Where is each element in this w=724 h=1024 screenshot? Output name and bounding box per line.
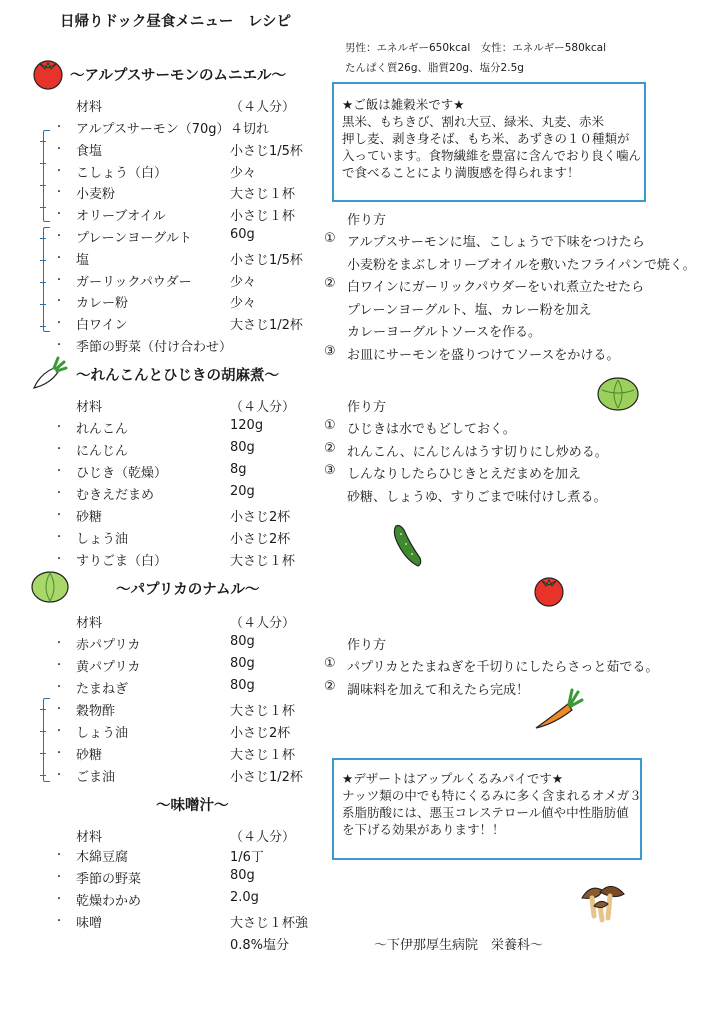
bullet: ・ <box>54 444 64 455</box>
miso-salt-note: 0.8%塩分 <box>230 938 290 953</box>
ingredient-quantity: 小さじ2杯 <box>230 726 291 741</box>
bullet: ・ <box>54 466 64 477</box>
bullet: ・ <box>54 422 64 433</box>
tomato-icon <box>532 574 566 608</box>
ingredient-name: アルプスサーモン（70g） <box>76 122 230 137</box>
step-number: ② <box>324 679 336 694</box>
note-line: を下げる効果があります！！ <box>342 822 505 837</box>
namul-ingredients-label: 材料 <box>76 616 103 631</box>
salmon-servings: （４人分） <box>230 100 296 115</box>
page-title: 日帰りドック昼食メニュー レシピ <box>60 14 292 30</box>
step-text: 白ワインにガーリックパウダーをいれ煮立たせたら <box>347 280 645 295</box>
miso-servings: （４人分） <box>230 830 296 845</box>
step-text: しんなりしたらひじきとえだまめを加え <box>347 467 582 482</box>
bullet: ・ <box>54 682 64 693</box>
note-line: 入っています。食物繊維を豊富に含んでおり良く噛ん <box>342 148 642 163</box>
ingredient-quantity: 1/6丁 <box>230 850 264 865</box>
ingredient-quantity: 80g <box>230 440 255 455</box>
cucumber-icon <box>390 522 424 570</box>
bullet: ・ <box>54 872 64 883</box>
ingredient-name: 味噌 <box>76 916 103 931</box>
note-line: で食べることにより満腹感を得られます！ <box>342 165 580 180</box>
step-text: れんこん、にんじんはうす切りにし炒める。 <box>347 445 608 460</box>
tomato-icon <box>30 56 66 90</box>
ingredient-name: オリーブオイル <box>76 209 166 224</box>
ingredient-name: 穀物酢 <box>76 704 116 719</box>
dessert-note-heading: ★デザートはアップルくるみパイです★ <box>342 771 564 786</box>
step-text: パプリカとたまねぎを千切りにしたらさっと茹でる。 <box>347 660 659 675</box>
bullet: ・ <box>54 231 64 242</box>
sauce-bracket <box>43 227 50 332</box>
ingredient-name: 季節の野菜 <box>76 872 142 887</box>
ingredient-name: ひじき（乾燥） <box>76 466 168 481</box>
ingredient-name: 砂糖 <box>76 510 103 525</box>
ingredient-quantity: 80g <box>230 656 255 671</box>
nutrition-energy: 男性：エネルギー650kcal 女性：エネルギー580kcal <box>345 42 606 54</box>
bullet: ・ <box>54 748 64 759</box>
seasoning-bracket <box>43 130 50 222</box>
ingredient-quantity: 80g <box>230 868 255 883</box>
step-number: ② <box>324 276 336 291</box>
ingredient-name: プレーンヨーグルト <box>76 231 192 246</box>
ingredient-quantity: 大さじ1/2杯 <box>230 318 303 333</box>
bullet: ・ <box>54 726 64 737</box>
ingredient-name: にんじん <box>76 444 129 459</box>
ingredient-quantity: 少々 <box>230 296 257 311</box>
ingredient-quantity: 小さじ1/5杯 <box>230 253 303 268</box>
bullet: ・ <box>54 660 64 671</box>
miso-recipe-title: ～味噌汁～ <box>156 798 229 814</box>
bullet: ・ <box>54 253 64 264</box>
ingredient-quantity: 120g <box>230 418 264 433</box>
ingredient-name: 塩 <box>76 253 90 268</box>
renkon-ingredients-label: 材料 <box>76 400 103 415</box>
step-number: ① <box>324 418 336 433</box>
footer-credit: ～下伊那厚生病院 栄養科～ <box>374 938 544 953</box>
bullet: ・ <box>54 166 64 177</box>
ingredient-name: むきえだまめ <box>76 488 155 503</box>
ingredient-name: すりごま（白） <box>76 554 168 569</box>
rice-note-heading: ★ご飯は雑穀米です★ <box>342 97 465 112</box>
mushroom-icon <box>578 880 626 924</box>
bullet: ・ <box>54 916 64 927</box>
step-number: ② <box>324 441 336 456</box>
ingredient-name: 季節の野菜（付け合わせ） <box>76 340 233 355</box>
step-text: ひじきは水でもどしておく。 <box>347 422 516 437</box>
ingredient-quantity: 80g <box>230 678 255 693</box>
carrot-icon <box>532 688 584 732</box>
ingredient-name: れんこん <box>76 422 129 437</box>
step-text: 調味料を加えて和えたら完成！ <box>347 683 530 698</box>
ingredient-name: しょう油 <box>76 726 129 741</box>
bullet: ・ <box>54 275 64 286</box>
lettuce-icon <box>30 570 70 604</box>
bullet: ・ <box>54 510 64 521</box>
ingredient-quantity: 8g <box>230 462 247 477</box>
bullet: ・ <box>54 770 64 781</box>
ingredient-name: 食塩 <box>76 144 103 159</box>
bullet: ・ <box>54 340 64 351</box>
bullet: ・ <box>54 187 64 198</box>
step-text: お皿にサーモンを盛りつけてソースをかける。 <box>347 348 620 363</box>
bullet: ・ <box>54 850 64 861</box>
bullet: ・ <box>54 488 64 499</box>
step-number: ③ <box>324 344 336 359</box>
nutrition-macros: たんぱく質26g、脂質20g、塩分2.5g <box>345 62 524 74</box>
ingredient-name: 乾燥わかめ <box>76 894 142 909</box>
ingredient-name: ガーリックパウダー <box>76 275 192 290</box>
ingredient-name: 赤パプリカ <box>76 638 141 653</box>
ingredient-quantity: 少々 <box>230 166 257 181</box>
daikon-icon <box>28 356 68 392</box>
bullet: ・ <box>54 554 64 565</box>
step-text: カレーヨーグルトソースを作る。 <box>347 325 541 340</box>
renkon-servings: （４人分） <box>230 400 296 415</box>
bullet: ・ <box>54 209 64 220</box>
ingredient-quantity: ４切れ <box>230 122 270 137</box>
bullet: ・ <box>54 122 64 133</box>
dressing-bracket <box>43 698 50 782</box>
note-line: 押し麦、剥き身そば、もち米、あずきの１０種類が <box>342 131 630 146</box>
ingredient-quantity: 大さじ１杯 <box>230 554 296 569</box>
ingredient-name: 木綿豆腐 <box>76 850 129 865</box>
bullet: ・ <box>54 894 64 905</box>
ingredient-quantity: 小さじ1/2杯 <box>230 770 303 785</box>
ingredient-name: たまねぎ <box>76 682 129 697</box>
ingredient-quantity: 小さじ1/5杯 <box>230 144 303 159</box>
namul-servings: （４人分） <box>230 616 296 631</box>
namul-method-label: 作り方 <box>347 638 387 653</box>
ingredient-name: しょう油 <box>76 532 129 547</box>
note-line: 黒米、もちきび、割れ大豆、緑米、丸麦、赤米 <box>342 114 605 129</box>
salmon-method-label: 作り方 <box>347 213 387 228</box>
step-number: ① <box>324 656 336 671</box>
ingredient-quantity: 大さじ１杯 <box>230 748 296 763</box>
bullet: ・ <box>54 318 64 329</box>
ingredient-quantity: 大さじ１杯強 <box>230 916 309 931</box>
ingredient-quantity: 少々 <box>230 275 257 290</box>
renkon-recipe-title: ～れんこんとひじきの胡麻煮～ <box>76 368 279 384</box>
ingredient-quantity: 小さじ１杯 <box>230 209 296 224</box>
ingredient-quantity: 2.0g <box>230 890 259 905</box>
step-text: 小麦粉をまぶしオリーブオイルを敷いたフライパンで焼く。 <box>347 258 696 273</box>
note-line: 系脂肪酸には、悪玉コレステロール値や中性脂肪値 <box>342 805 629 820</box>
namul-recipe-title: ～パプリカのナムル～ <box>116 582 260 598</box>
ingredient-quantity: 小さじ2杯 <box>230 510 291 525</box>
ingredient-quantity: 大さじ１杯 <box>230 187 296 202</box>
bullet: ・ <box>54 144 64 155</box>
ingredient-name: 小麦粉 <box>76 187 116 202</box>
ingredient-name: 砂糖 <box>76 748 103 763</box>
renkon-method-label: 作り方 <box>347 400 387 415</box>
bullet: ・ <box>54 532 64 543</box>
ingredient-name: こしょう（白） <box>76 166 168 181</box>
salmon-recipe-title: ～アルプスサーモンのムニエル～ <box>70 68 287 84</box>
bullet: ・ <box>54 704 64 715</box>
ingredient-quantity: 20g <box>230 484 255 499</box>
ingredient-quantity: 80g <box>230 634 255 649</box>
step-text: プレーンヨーグルト、塩、カレー粉を加え <box>347 303 592 318</box>
ingredient-name: ごま油 <box>76 770 116 785</box>
bullet: ・ <box>54 638 64 649</box>
bullet: ・ <box>54 296 64 307</box>
ingredient-quantity: 60g <box>230 227 255 242</box>
ingredient-quantity: 大さじ１杯 <box>230 704 296 719</box>
ingredient-name: 白ワイン <box>76 318 128 333</box>
miso-ingredients-label: 材料 <box>76 830 103 845</box>
salmon-ingredients-label: 材料 <box>76 100 103 115</box>
cabbage-icon <box>596 376 640 412</box>
ingredient-name: 黄パプリカ <box>76 660 141 675</box>
step-text: 砂糖、しょうゆ、すりごまで味付けし煮る。 <box>347 490 607 505</box>
ingredient-name: カレー粉 <box>76 296 129 311</box>
step-text: アルプスサーモンに塩、こしょうで下味をつけたら <box>347 235 645 250</box>
ingredient-quantity: 小さじ2杯 <box>230 532 291 547</box>
note-line: ナッツ類の中でも特にくるみに多く含まれるオメガ３ <box>342 788 642 803</box>
step-number: ③ <box>324 463 336 478</box>
step-number: ① <box>324 231 336 246</box>
